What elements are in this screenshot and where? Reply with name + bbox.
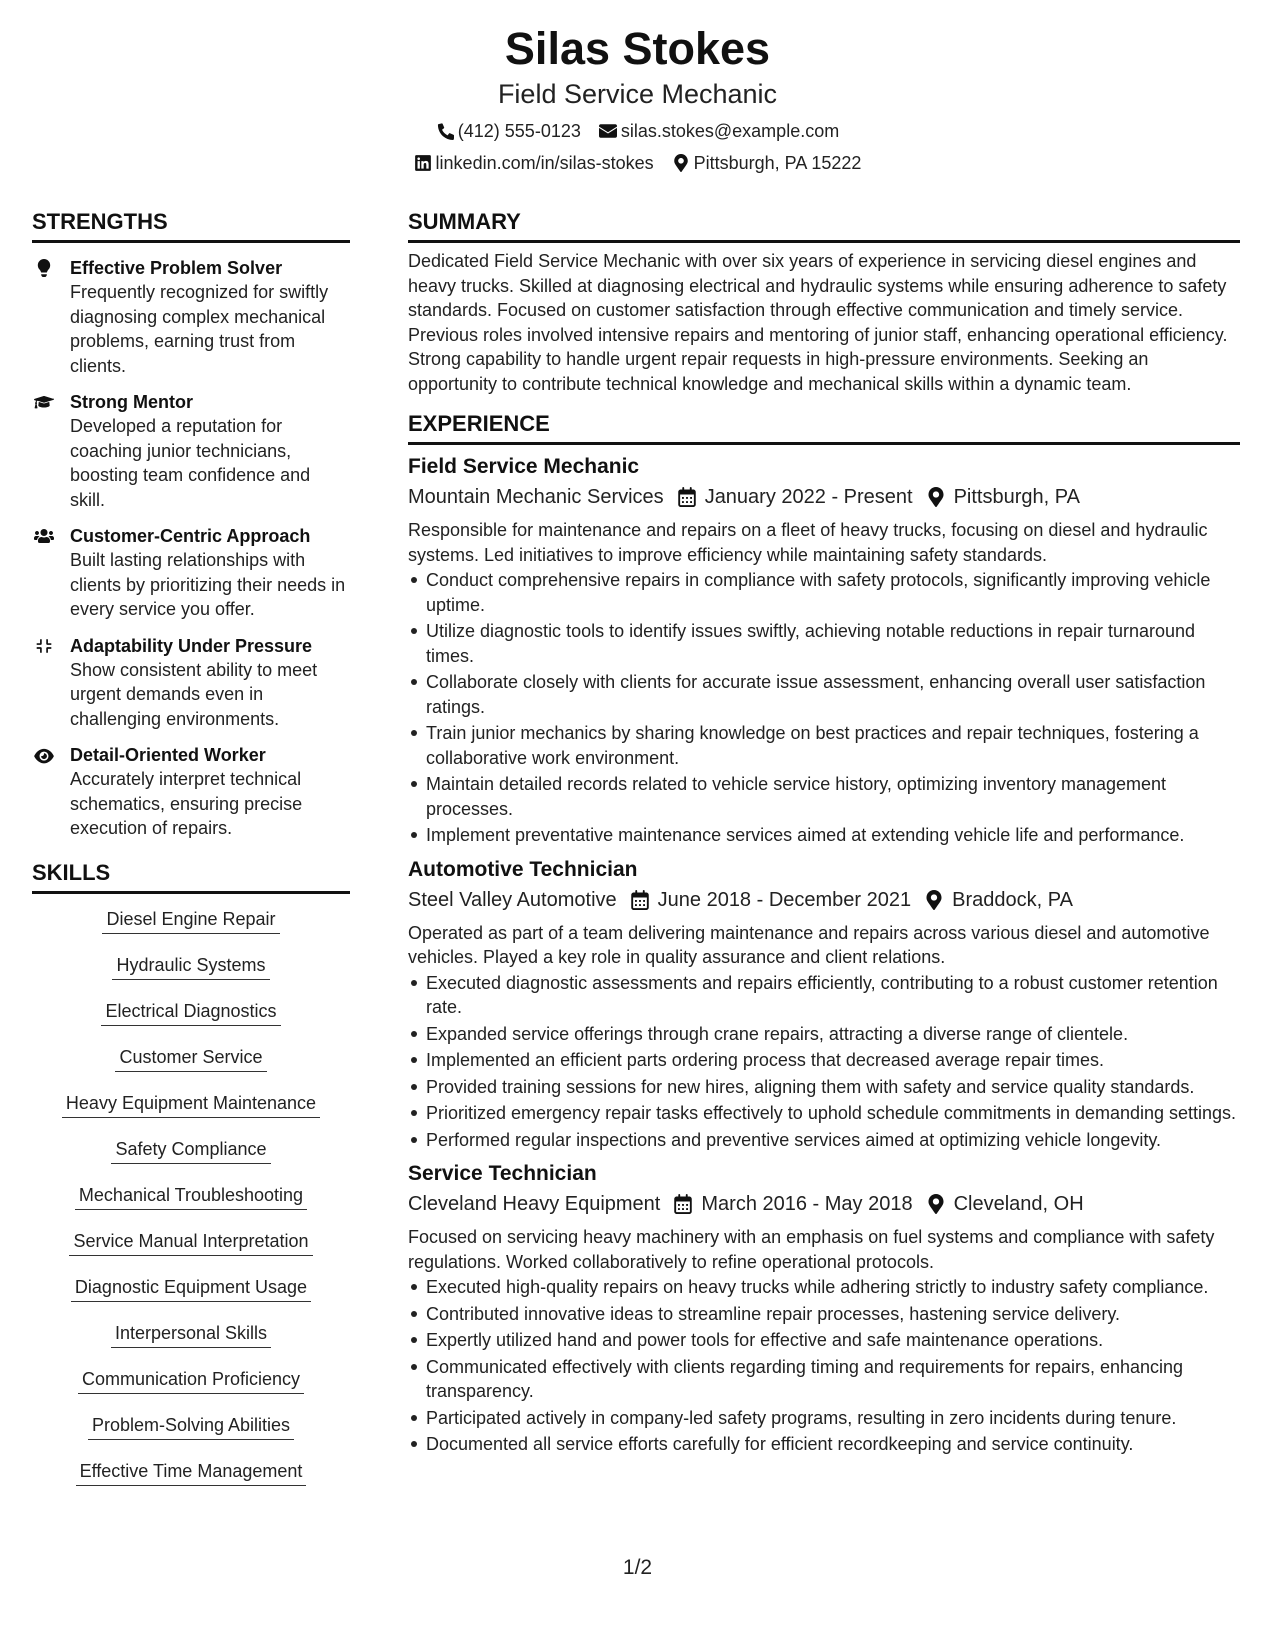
strength-desc: Built lasting relationships with clients by prioritizing their needs in every service you offer. <box>70 550 346 619</box>
job-desc: Operated as part of a team delivering maintenance and repairs across various diesel and automotive vehicles. Played a key role in quality assurance and client relations. <box>408 922 1210 967</box>
skill-tag: Service Manual Interpretation <box>69 1224 312 1256</box>
compress-icon <box>34 637 54 655</box>
skill-tag: Heavy Equipment Maintenance <box>62 1086 320 1118</box>
calendar-icon <box>674 1194 692 1214</box>
contact-email[interactable] <box>599 120 839 142</box>
strength-title: Effective Problem Solver <box>70 258 283 278</box>
contact-phone <box>436 120 581 142</box>
map-pin-icon <box>672 154 690 172</box>
email-text[interactable]: silas.stokes@example.com <box>620 121 840 141</box>
envelope-icon <box>599 122 617 140</box>
summary-heading: SUMMARY <box>408 208 1240 243</box>
skill-tag: Communication Proficiency <box>78 1362 304 1394</box>
job-bullets <box>408 971 1240 1153</box>
job-bullets <box>408 1275 1240 1457</box>
candidate-title: Field Service Mechanic <box>497 79 778 109</box>
bullet-item: Maintain detailed records related to vehicle service history, optimizing inventory management processes. <box>408 772 1240 821</box>
strength-item <box>32 390 350 512</box>
job-meta <box>408 1190 1240 1218</box>
job-entry <box>408 1160 1240 1457</box>
bullet-item: Conduct comprehensive repairs in compliance with safety protocols, significantly improving vehicle uptime. <box>408 568 1240 617</box>
strength-item <box>32 634 350 732</box>
resume-header <box>0 22 1275 174</box>
left-column <box>32 208 350 1500</box>
job-company: Steel Valley Automotive <box>408 888 617 911</box>
calendar-icon <box>678 487 696 507</box>
experience-heading: EXPERIENCE <box>408 410 1240 445</box>
strengths-heading: STRENGTHS <box>32 208 350 243</box>
strength-desc: Developed a reputation for coaching junior technicians, boosting team confidence and skill. <box>70 416 311 510</box>
contact-linkedin[interactable] <box>414 152 654 174</box>
eye-icon <box>34 746 54 764</box>
job-company: Cleveland Heavy Equipment <box>408 1193 661 1215</box>
skill-tag: Customer Service <box>115 1040 266 1072</box>
skill-tag: Diagnostic Equipment Usage <box>71 1270 311 1302</box>
skill-tag: Safety Compliance <box>111 1132 270 1164</box>
bullet-item: Contributed innovative ideas to streamline repair processes, hastening service delivery. <box>408 1302 1240 1327</box>
bullet-item: Train junior mechanics by sharing knowledge on best practices and repair techniques, fostering a collaborative work environment. <box>408 721 1240 770</box>
bullet-item: Participated actively in company-led safety programs, resulting in zero incidents during tenure. <box>408 1406 1240 1431</box>
bullet-item: Documented all service efforts carefully for efficient recordkeeping and service continuity. <box>408 1432 1240 1457</box>
strength-item <box>32 743 350 841</box>
bullet-item: Utilize diagnostic tools to identify issues swiftly, achieving notable reductions in repair turnaround times. <box>408 619 1240 668</box>
job-role: Field Service Mechanic <box>408 455 640 478</box>
contact-location <box>672 152 862 174</box>
job-dates: January 2022 - Present <box>704 486 913 508</box>
skills-heading: SKILLS <box>32 859 350 894</box>
strength-title: Strong Mentor <box>70 392 193 412</box>
strength-desc: Frequently recognized for swiftly diagnosing complex mechanical problems, earning trust from clients. <box>70 282 329 376</box>
bullet-item: Collaborate closely with clients for accurate issue assessment, enhancing overall user satisfaction ratings. <box>408 670 1240 719</box>
skill-tag: Interpersonal Skills <box>111 1316 271 1348</box>
summary-text: Dedicated Field Service Mechanic with over six years of experience in servicing diesel engines and heavy trucks. Skilled at diagnosing electrical and hydraulic systems while ensuring adherence to safety standards. Focused on customer satisfaction through effective communication and timely service. Previous roles involved intensive repairs and mentoring of junior staff, enhancing operational efficiency. Strong capability to handle urgent repair requests in high-pressure environments. Seeking an opportunity to contribute technical knowledge and mechanical skills within a dynamic team. <box>408 251 1228 394</box>
bullet-item: Prioritized emergency repair tasks effectively to uphold schedule commitments in demanding settings. <box>408 1101 1240 1126</box>
skill-tag: Diesel Engine Repair <box>102 902 279 934</box>
job-meta <box>408 483 1240 511</box>
job-location: Braddock, PA <box>952 888 1073 911</box>
strength-title: Detail-Oriented Worker <box>70 745 266 765</box>
skill-tag: Mechanical Troubleshooting <box>75 1178 307 1210</box>
linkedin-text[interactable]: linkedin.com/in/silas-stokes <box>435 153 654 173</box>
users-icon <box>34 527 54 545</box>
job-dates: March 2016 - May 2018 <box>701 1193 913 1215</box>
job-entry <box>408 453 1240 848</box>
phone-icon <box>436 122 454 140</box>
bullet-item: Executed high-quality repairs on heavy trucks while adhering strictly to industry safety compliance. <box>408 1275 1240 1300</box>
strength-title: Adaptability Under Pressure <box>70 635 313 656</box>
skill-tag: Effective Time Management <box>76 1454 307 1486</box>
candidate-name: Silas Stokes <box>504 23 771 74</box>
job-bullets <box>408 568 1240 848</box>
bullet-item: Implement preventative maintenance services aimed at extending vehicle life and performance. <box>408 823 1240 848</box>
bullet-item: Expertly utilized hand and power tools for effective and safe maintenance operations. <box>408 1328 1240 1353</box>
bullet-item: Implemented an efficient parts ordering process that decreased average repair times. <box>408 1048 1240 1073</box>
skill-tag: Electrical Diagnostics <box>101 994 280 1026</box>
job-desc: Focused on servicing heavy machinery with an emphasis on fuel systems and compliance with safety regulations. Worked collaboratively to refine operational protocols. <box>408 1227 1215 1272</box>
phone-text: (412) 555-0123 <box>457 121 581 141</box>
page-number: 1/2 <box>622 1556 653 1579</box>
strength-item <box>32 524 350 622</box>
job-meta <box>408 886 1240 914</box>
job-role: Service Technician <box>408 1162 597 1185</box>
job-entry <box>408 856 1240 1153</box>
bullet-item: Communicated effectively with clients regarding timing and requirements for repairs, enhancing transparency. <box>408 1355 1240 1404</box>
map-pin-icon <box>925 890 943 910</box>
skill-tag: Hydraulic Systems <box>112 948 269 980</box>
job-location: Pittsburgh, PA <box>953 486 1080 508</box>
strength-title: Customer-Centric Approach <box>70 526 311 546</box>
skill-tag: Problem-Solving Abilities <box>88 1408 294 1440</box>
linkedin-icon <box>414 154 432 172</box>
map-pin-icon <box>927 1194 945 1214</box>
lightbulb-icon <box>34 259 54 277</box>
job-desc: Responsible for maintenance and repairs on a fleet of heavy trucks, focusing on diesel and hydraulic systems. Led initiatives to improve efficiency while maintaining safety standards. <box>408 520 1208 565</box>
strength-desc: Show consistent ability to meet urgent demands even in challenging environments. <box>70 659 318 729</box>
contact-row-1 <box>0 120 1275 142</box>
job-dates: June 2018 - December 2021 <box>657 888 912 911</box>
strength-item <box>32 256 350 378</box>
location-text: Pittsburgh, PA 15222 <box>693 153 862 173</box>
strengths-list <box>32 256 350 841</box>
map-pin-icon <box>927 487 945 507</box>
bullet-item: Expanded service offerings through crane repairs, attracting a diverse range of clientele. <box>408 1022 1240 1047</box>
contact-row-2 <box>0 152 1275 174</box>
calendar-icon <box>631 890 649 910</box>
bullet-item: Performed regular inspections and preventive services aimed at optimizing vehicle longevity. <box>408 1128 1240 1153</box>
job-company: Mountain Mechanic Services <box>408 486 664 508</box>
strength-desc: Accurately interpret technical schematics, ensuring precise execution of repairs. <box>70 769 303 838</box>
job-role: Automotive Technician <box>408 857 638 881</box>
bullet-item: Provided training sessions for new hires, aligning them with safety and service quality standards. <box>408 1075 1240 1100</box>
skills-list <box>32 902 350 1500</box>
right-column <box>408 208 1240 1459</box>
bullet-item: Executed diagnostic assessments and repairs efficiently, contributing to a robust customer retention rate. <box>408 971 1240 1020</box>
graduation-cap-icon <box>34 393 54 411</box>
job-location: Cleveland, OH <box>953 1193 1084 1215</box>
